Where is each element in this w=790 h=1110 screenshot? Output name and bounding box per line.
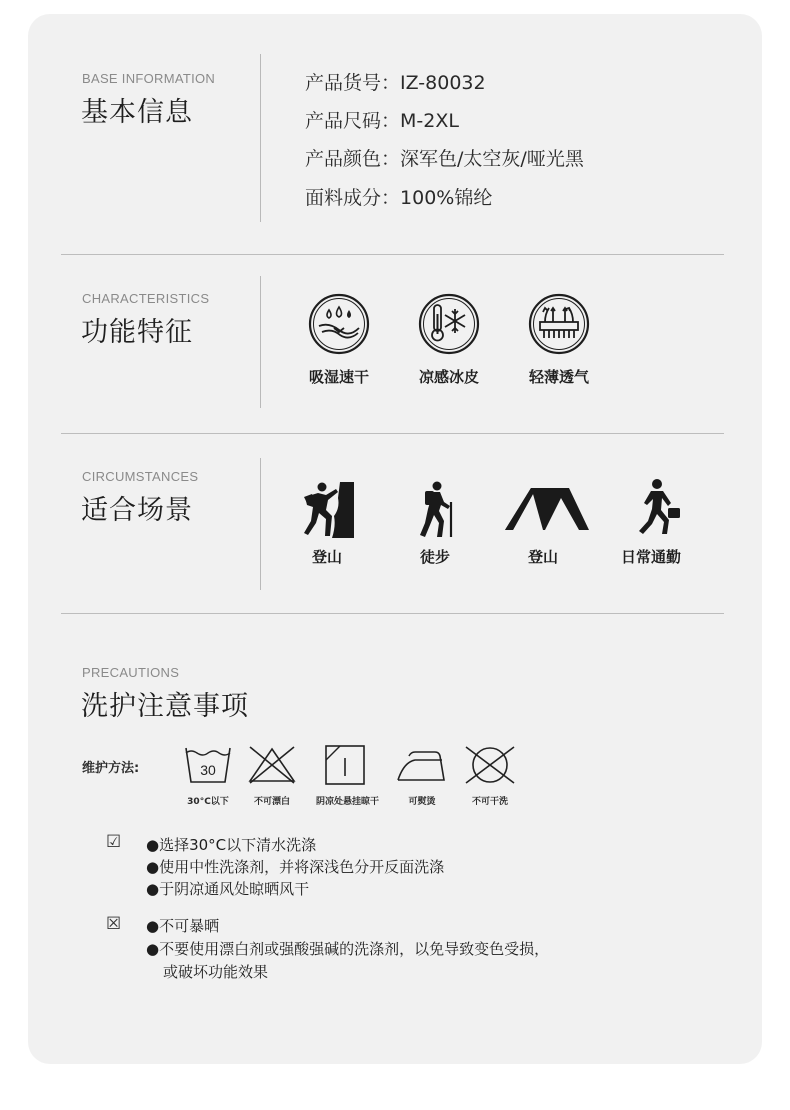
hiking-icon xyxy=(415,480,459,542)
basic-section-en-title: BASE INFORMATION xyxy=(82,71,216,86)
scene-label: 登山 xyxy=(527,548,558,566)
scenes-section-title: 适合场景 xyxy=(81,495,193,526)
check-icon: ☑ xyxy=(106,832,122,852)
cross-box-icon: ☒ xyxy=(106,914,122,934)
info-value: IZ-80032 xyxy=(400,72,486,94)
care-label: 30°C以下 xyxy=(187,797,229,807)
info-row-size xyxy=(305,106,459,133)
breathable-fabric-icon xyxy=(527,292,591,360)
basic-section-title: 基本信息 xyxy=(81,97,193,128)
info-value: M-2XL xyxy=(400,110,459,132)
info-label: 产品颜色： xyxy=(305,148,401,170)
cooling-thermometer-snowflake-icon xyxy=(417,292,481,360)
care-instruction: ●选择30°C以下清水洗涤 xyxy=(146,836,317,854)
section-divider xyxy=(61,433,724,434)
precautions-section-en-title: PRECAUTIONS xyxy=(82,665,180,680)
care-label: 不可干洗 xyxy=(471,797,508,807)
precautions-section-title: 洗护注意事项 xyxy=(81,691,249,722)
info-label: 产品货号： xyxy=(305,72,401,94)
care-warning: ●不要使用漂白剂或强酸强碱的洗涤剂，以免导致变色受损， xyxy=(146,940,550,958)
care-method-label: 维护方法: xyxy=(82,761,140,776)
scene-label: 登山 xyxy=(311,548,342,566)
no-bleach-icon xyxy=(244,743,300,789)
features-section-en-title: CHARACTERISTICS xyxy=(82,291,210,306)
tent-icon xyxy=(503,484,591,536)
scene-label: 日常通勤 xyxy=(620,548,681,566)
info-label: 面料成分： xyxy=(305,187,401,209)
care-label: 阴凉处悬挂晾干 xyxy=(315,797,379,807)
feature-label: 凉感冰皮 xyxy=(418,368,479,386)
care-instruction: ●于阴凉通风处晾晒风干 xyxy=(146,880,310,898)
care-warning: 或破坏功能效果 xyxy=(163,963,269,981)
rock-climbing-icon xyxy=(300,480,356,542)
care-instruction: ●使用中性洗涤剂，并将深浅色分开反面洗涤 xyxy=(146,858,445,876)
care-label: 不可漂白 xyxy=(253,797,290,807)
scene-label: 徒步 xyxy=(419,548,450,566)
commuting-icon xyxy=(633,478,683,540)
section-divider xyxy=(61,613,724,614)
info-value: 100%锦纶 xyxy=(400,187,493,209)
features-section-title: 功能特征 xyxy=(81,317,193,348)
info-row-sku xyxy=(305,68,486,95)
wash-30-icon xyxy=(183,745,233,789)
features-divider-vertical xyxy=(260,276,261,408)
care-label: 可熨烫 xyxy=(408,797,436,807)
care-warning: ●不可暴晒 xyxy=(146,917,220,935)
feature-label: 轻薄透气 xyxy=(528,368,589,386)
section-divider xyxy=(61,254,724,255)
info-value: 深军色/太空灰/哑光黑 xyxy=(400,148,584,170)
info-row-material xyxy=(305,183,492,210)
wash-temperature: 30 xyxy=(200,762,216,778)
info-label: 产品尺码： xyxy=(305,110,401,132)
shade-line-dry-icon xyxy=(324,744,368,790)
iron-icon xyxy=(396,746,446,790)
scenes-section-en-title: CIRCUMSTANCES xyxy=(82,469,199,484)
info-row-color xyxy=(305,144,584,171)
no-dry-clean-icon xyxy=(462,743,518,791)
feature-label: 吸湿速干 xyxy=(308,368,369,386)
moisture-wicking-icon xyxy=(307,292,371,360)
scenes-divider-vertical xyxy=(260,458,261,590)
basic-divider-vertical xyxy=(260,54,261,222)
